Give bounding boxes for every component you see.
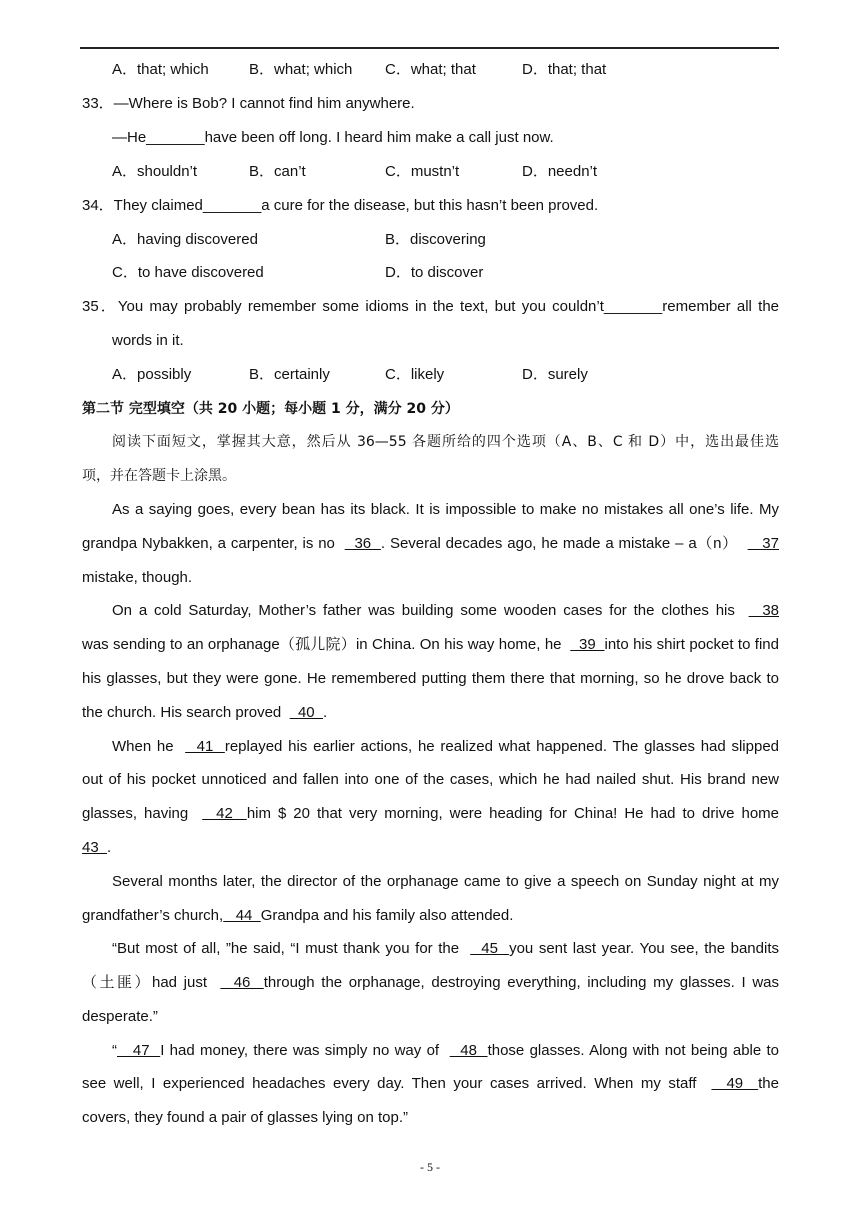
blank-46: 46 (220, 974, 264, 991)
passage-line (82, 905, 779, 927)
passage-text: . (322, 704, 328, 721)
q32-option-d: D．that; that (522, 61, 607, 78)
blank-48: 48 (449, 1042, 488, 1059)
passage-line (112, 600, 779, 622)
passage-line (82, 837, 779, 859)
passage-line: his glasses, but they were gone. He remembered putting them there that morning, so he drove back to (82, 670, 779, 687)
section-instructions-line1: 阅读下面短文，掌握其大意，然后从 36—55 各题所给的四个选项（A、B、C 和 D）中，选出最佳选 (112, 434, 779, 450)
q34-option-c: C．to have discovered (112, 264, 264, 281)
passage-text: you sent last year. You see, the bandits (509, 940, 779, 957)
passage-text: “ (112, 1042, 117, 1059)
q34-option-b: B．discovering (385, 231, 486, 248)
passage-line (82, 803, 779, 825)
passage-line: covers, they found a pair of glasses lying on top.” (82, 1109, 409, 1126)
passage-text: the (758, 1075, 779, 1092)
passage-text: into his shirt pocket to find (604, 636, 779, 653)
q33-option-c: C．mustn’t (385, 163, 460, 180)
passage-text: grandpa Nybakken, a carpenter, is no (82, 535, 345, 552)
q34-options-row1 (112, 229, 779, 251)
passage-text: replayed his earlier actions, he realized what happened. The glasses had slipped (224, 738, 780, 755)
passage-text: was sending to an orphanage（孤儿院）in China. On his way home, he (82, 636, 571, 653)
passage-text: the church. His search proved (82, 704, 290, 721)
q34-option-a: A．having discovered (112, 231, 258, 248)
q33-stem: 33．—Where is Bob? I cannot find him anywhere. (82, 95, 415, 112)
blank-40: 40 (289, 704, 323, 721)
blank-42: 42 (202, 805, 247, 822)
passage-text: I had money, there was simply no way of (160, 1042, 450, 1059)
q33-option-b: B．can’t (249, 163, 306, 180)
passage-line: out of his pocket unnoticed and fallen into one of the cases, which he had nailed shut. His brand new (82, 771, 779, 788)
passage-line (82, 533, 779, 555)
blank-37: 37 (747, 535, 779, 552)
passage-line (112, 938, 779, 960)
header-rule (80, 47, 779, 49)
passage-line (82, 634, 779, 656)
section-instructions-line2: 项，并在答题卡上涂黑。 (82, 468, 236, 484)
passage-line: Several months later, the director of the orphanage came to give a speech on Sunday night at my (112, 873, 779, 890)
passage-text: . Several decades ago, he made a mistake – a（n） (380, 535, 748, 552)
blank-43: 43 (82, 839, 108, 856)
blank-36: 36 (344, 535, 381, 552)
q35-stem-line1: 35．You may probably remember some idioms in the text, but you couldn’t_______remember all the (82, 298, 779, 315)
q33-options (112, 161, 779, 183)
section-title: 第二节 完型填空（共 20 小题；每小题 1 分，满分 20 分） (82, 401, 459, 417)
q32-option-a: A．that; which (112, 61, 209, 78)
blank-38: 38 (748, 602, 779, 619)
blank-41: 41 (185, 738, 225, 755)
passage-line (112, 1040, 779, 1062)
passage-line (82, 1073, 779, 1095)
passage-text: （土匪）had just (82, 974, 221, 991)
q33-reply: —He_______have been off long. I heard him make a call just now. (112, 129, 554, 146)
passage-text: him $ 20 that very morning, were heading for China! He had to drive home (246, 805, 779, 822)
passage-text: On a cold Saturday, Mother’s father was building some wooden cases for the clothes his (112, 602, 749, 619)
blank-49: 49 (711, 1075, 759, 1092)
q35-option-a: A．possibly (112, 366, 192, 383)
blank-45: 45 (470, 940, 510, 957)
q34-options-row2 (112, 262, 779, 284)
passage-line (82, 972, 779, 994)
passage-text: “But most of all, ”he said, “I must thank you for the (112, 940, 471, 957)
passage-text: grandfather’s church, (82, 907, 224, 924)
q32-options (112, 59, 779, 81)
passage-line (112, 736, 779, 758)
passage-text: When he (112, 738, 186, 755)
passage-text: . (107, 839, 112, 856)
q34-stem: 34．They claimed_______a cure for the disease, but this hasn’t been proved. (82, 197, 599, 214)
q35-options (112, 364, 779, 386)
q32-option-c: C．what; that (385, 61, 476, 78)
q33-option-a: A．shouldn’t (112, 163, 198, 180)
passage-line: desperate.” (82, 1008, 158, 1025)
blank-44: 44 (223, 907, 261, 924)
passage-text: Grandpa and his family also attended. (260, 907, 514, 924)
passage-line: As a saying goes, every bean has its black. It is impossible to make no mistakes all one’s life. My (112, 501, 779, 518)
q34-option-d: D．to discover (385, 264, 484, 281)
passage-line (82, 702, 779, 724)
passage-line: mistake, though. (82, 569, 193, 586)
q35-option-b: B．certainly (249, 366, 330, 383)
passage-text: glasses, having (82, 805, 203, 822)
blank-47: 47 (117, 1042, 161, 1059)
q35-option-d: D．surely (522, 366, 588, 383)
q33-option-d: D．needn’t (522, 163, 598, 180)
passage-text: see well, I experienced headaches every day. Then your cases arrived. When my staff (82, 1075, 712, 1092)
passage-text: those glasses. Along with not being able to (487, 1042, 780, 1059)
q35-option-c: C．likely (385, 366, 445, 383)
q35-stem-line2: words in it. (112, 332, 184, 349)
q32-option-b: B．what; which (249, 61, 353, 78)
page-number: - 5 - (420, 1160, 440, 1174)
blank-39: 39 (570, 636, 605, 653)
passage-text: through the orphanage, destroying everything, including my glasses. I was (263, 974, 780, 991)
